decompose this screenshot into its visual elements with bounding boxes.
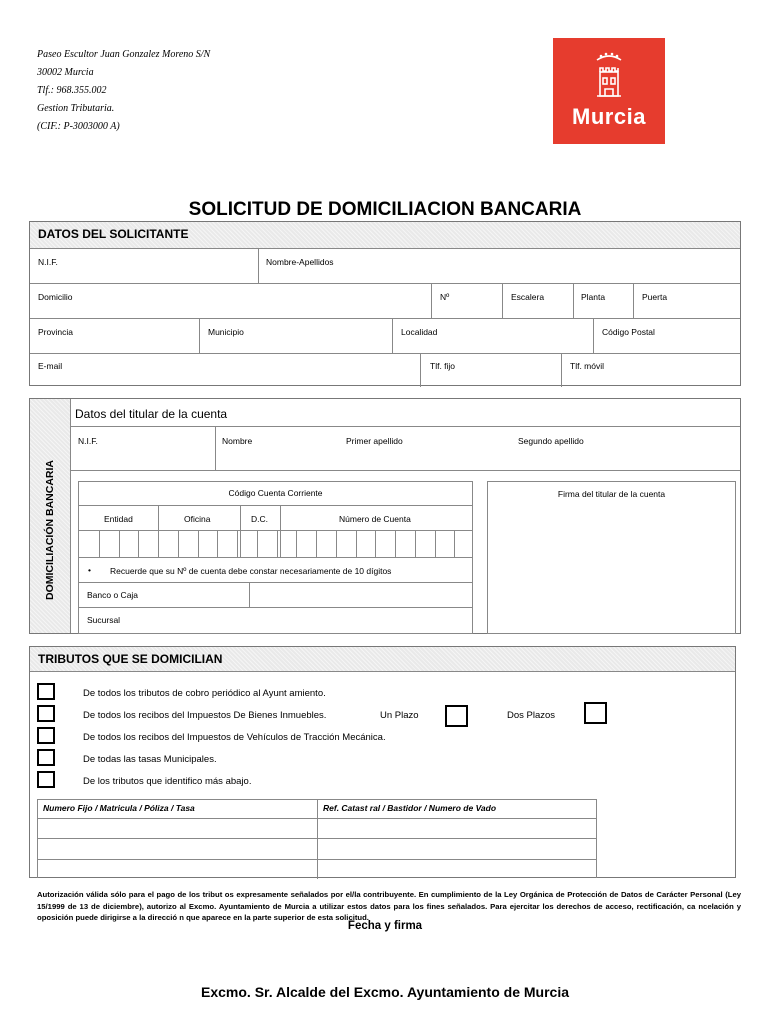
ccc-table [78, 481, 473, 634]
checkbox-tributo-3[interactable] [37, 727, 55, 744]
digit-cell-divider [217, 530, 218, 557]
address-line: Gestion Tributaria. [37, 103, 115, 114]
logo-text: Murcia [572, 104, 646, 129]
tributo-item: De todos los tributos de cobro periódico al Ayunt amiento. [83, 688, 326, 699]
municipio-field[interactable]: Municipio [208, 327, 244, 337]
digit-cell-divider [99, 530, 100, 557]
domicilio-field[interactable]: Domicilio [38, 292, 73, 302]
titular-nif-field[interactable]: N.I.F. [78, 436, 98, 446]
murcia-logo [553, 38, 665, 144]
checkbox-tributo-4[interactable] [37, 749, 55, 766]
checkbox-tributo-1[interactable] [37, 683, 55, 700]
codigo-postal-field[interactable]: Código Postal [602, 327, 655, 337]
entidad-label: Entidad [104, 514, 133, 524]
numero-cuenta-label: Número de Cuenta [339, 514, 411, 524]
checkbox-un-plazo[interactable] [445, 705, 468, 727]
digit-cell-divider [138, 530, 139, 557]
digit-cell-divider [198, 530, 199, 557]
address-line: (CIF.: P-3003000 A) [37, 121, 120, 132]
nif-field[interactable]: N.I.F. [38, 257, 58, 267]
digit-cell-divider [237, 530, 238, 557]
firma-titular-box[interactable] [487, 481, 736, 634]
tributo-item: De todas las tasas Municipales. [83, 754, 217, 765]
tributo-item: De todos los recibos del Impuestos De Bienes Inmuebles. [83, 710, 327, 721]
address-line: Paseo Escultor Juan Gonzalez Moreno S/N [37, 49, 211, 60]
digit-cell-divider [316, 530, 317, 557]
digit-cell-divider [415, 530, 416, 557]
puerta-field[interactable]: Puerta [642, 292, 668, 302]
oficina-label: Oficina [184, 514, 211, 524]
localidad-field[interactable]: Localidad [401, 327, 438, 337]
footer-addressee: Excmo. Sr. Alcalde del Excmo. Ayuntamiento de Murcia [201, 984, 569, 1000]
solicitante-section [29, 221, 741, 386]
planta-field[interactable]: Planta [581, 292, 606, 302]
dc-label: D.C. [251, 514, 268, 524]
primer-apellido-field[interactable]: Primer apellido [346, 436, 403, 446]
tributos-heading: TRIBUTOS QUE SE DOMICILIAN [30, 647, 735, 672]
solicitante-heading: DATOS DEL SOLICITANTE [30, 222, 740, 249]
banco-field[interactable]: Banco o Caja [87, 590, 139, 600]
digit-cell-divider [158, 530, 159, 557]
address-line: 30002 Murcia [37, 67, 94, 78]
checkbox-tributo-5[interactable] [37, 771, 55, 788]
checkbox-tributo-2[interactable] [37, 705, 55, 722]
digit-cell-divider [119, 530, 120, 557]
numero-field[interactable]: Nº [440, 292, 450, 302]
fecha-firma-label: Fecha y firma [347, 920, 423, 932]
address-line: Tlf.: 968.355.002 [37, 85, 107, 96]
checkbox-dos-plazos[interactable] [584, 702, 607, 724]
tributo-item: De los tributos que identifico más abajo. [83, 776, 252, 787]
digit-cell-divider [454, 530, 455, 557]
titular-nombre-field[interactable]: Nombre [222, 436, 253, 446]
domiciliacion-side-label: DOMICILIACIÓN BANCARIA [44, 460, 56, 600]
ccc-title: Código Cuenta Corriente [228, 488, 323, 498]
table-header-col1: Numero Fijo / Matricula / Póliza / Tasa [43, 803, 195, 813]
tributo-item: De todos los recibos del Impuestos de Vehículos de Tracción Mecánica. [83, 732, 386, 743]
digit-cell-divider [395, 530, 396, 557]
provincia-field[interactable]: Provincia [38, 327, 73, 337]
email-field[interactable]: E-mail [38, 361, 63, 371]
firma-titular-label: Firma del titular de la cuenta [557, 489, 666, 499]
digit-cell-divider [277, 530, 278, 557]
digit-cell-divider [178, 530, 179, 557]
un-plazo-label: Un Plazo [380, 710, 419, 721]
titular-heading: Datos del titular de la cuenta [75, 407, 228, 421]
digit-cell-divider [435, 530, 436, 557]
segundo-apellido-field[interactable]: Segundo apellido [518, 436, 584, 446]
digit-cell-divider [296, 530, 297, 557]
table-header-col2: Ref. Catast ral / Bastidor / Numero de Vado [323, 803, 497, 813]
escalera-field[interactable]: Escalera [511, 292, 545, 302]
tributos-table [37, 799, 597, 878]
dos-plazos-label: Dos Plazos [507, 710, 556, 721]
address-block [37, 46, 210, 136]
nombre-apellidos-field[interactable]: Nombre-Apellidos [266, 257, 334, 267]
digit-cell-divider [375, 530, 376, 557]
note-bullet: • [88, 565, 91, 575]
digit-cell-divider [257, 530, 258, 557]
tlf-fijo-field[interactable]: Tlf. fijo [430, 361, 456, 371]
sucursal-field[interactable]: Sucursal [87, 615, 121, 625]
digit-cell-divider [356, 530, 357, 557]
tlf-movil-field[interactable]: Tlf. móvil [570, 361, 604, 371]
cuenta-note: Recuerde que su Nº de cuenta debe constar necesariamente de 10 dígitos [110, 566, 392, 576]
digit-cell-divider [336, 530, 337, 557]
legal-text: Autorización válida sólo para el pago de los tribut os expresamente señalados por el/la contribuyente. En cumplimiento de la Ley Orgánica de Protección de Datos de Carácter Personal (Ley 15/1999 de 13 de diciembre), autorizo al Excmo. Ayuntamiento de Murcia a utilizar estos datos para los fines señalados. Para ejercitar los derechos de acceso, rectificación, ca ncelación y oposición puede dirigirse a la direcció n que aparece en la parte superior de esta solicitud. [37, 890, 741, 922]
page-title: SOLICITUD DE DOMICILIACION BANCARIA [188, 199, 582, 220]
